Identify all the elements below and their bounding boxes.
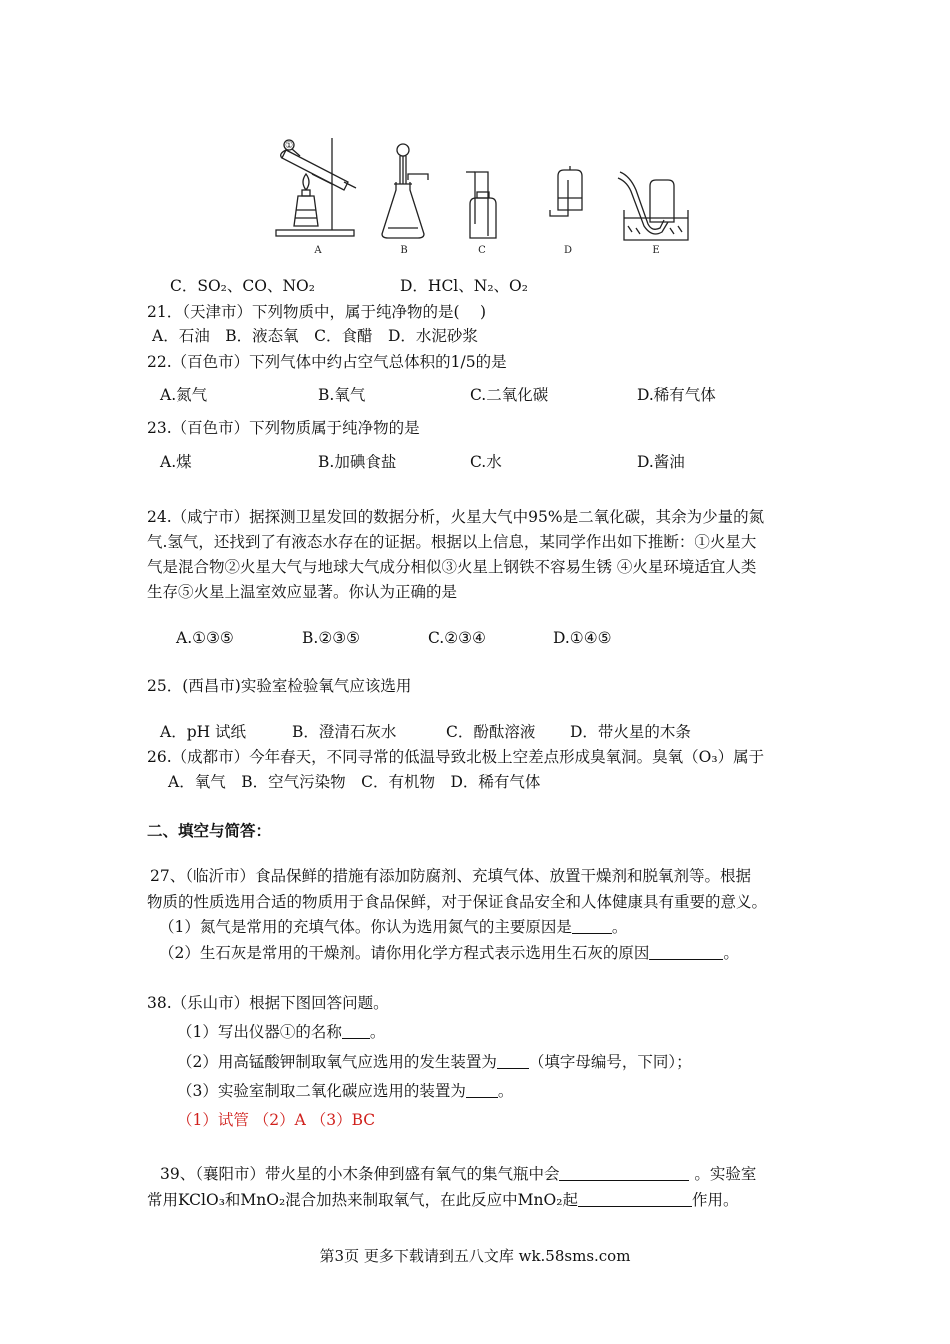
q27-line-1: 27、（临沂市）食品保鲜的措施有添加防腐剂、充填气体、放置干燥剂和脱氧剂等。根据 (150, 867, 751, 885)
q38-sub-1-end: 。 (369, 1023, 386, 1041)
apparatus-d (550, 166, 582, 216)
q38-sub-2 (177, 1052, 692, 1072)
q39-line-1-end: 。实验室 (689, 1165, 757, 1183)
q25-option-b: B．澄清石灰水 (292, 723, 397, 741)
q25-option-d: D．带火星的木条 (570, 723, 691, 741)
section-2-title: 二、填空与简答： (147, 821, 272, 840)
q24-option-a: A.①③⑤ (176, 629, 234, 647)
q27-sub-2-blank[interactable] (649, 945, 723, 960)
q24-line-3: 气是混合物②火星大气与地球大气成分相似③火星上钢铁不容易生锈 ④火星环境适宜人类 (147, 558, 757, 576)
q38-sub-3 (177, 1081, 513, 1101)
q39-line-2-end: 作用。 (691, 1191, 739, 1209)
q24-option-c: C.②③④ (428, 629, 486, 647)
q39-line-1 (160, 1164, 756, 1184)
q38-sub-3-text: （3）实验室制取二氧化碳应选用的装置为 (177, 1082, 466, 1100)
q24-line-4: 生存⑤火星上温室效应显著。你认为正确的是 (147, 583, 458, 601)
q39-line-1-text: 39、（襄阳市）带火星的小木条伸到盛有氧气的集气瓶中会 (160, 1165, 560, 1183)
q22-option-c: C.二氧化碳 (470, 386, 549, 404)
q24-option-d: D.①④⑤ (553, 629, 612, 647)
figure-label-d: D (563, 245, 573, 256)
q22-option-d: D.稀有气体 (637, 386, 716, 404)
q21-stem: 21．（天津市）下列物质中，属于纯净物的是( ) (147, 303, 486, 321)
apparatus-a (276, 138, 356, 236)
q23-option-c: C.水 (470, 453, 502, 471)
figure-label-b: B (400, 245, 408, 256)
q38-sub-1-blank[interactable] (342, 1024, 370, 1039)
q27-sub-1-text: （1）氮气是常用的充填气体。你认为选用氮气的主要原因是 (159, 918, 572, 936)
q38-stem: 38.（乐山市）根据下图回答问题。 (147, 994, 389, 1012)
q26-stem: 26.（成都市）今年春天，不同寻常的低温导致北极上空差点形成臭氧洞。臭氧（O₃）属于 (147, 748, 765, 766)
q23-option-a: A.煤 (160, 453, 192, 471)
figure-label-e: E (652, 245, 660, 256)
q27-sub-1 (159, 917, 627, 937)
q21-options: A．石油 B．液态氧 C．食醋 D．水泥砂浆 (152, 327, 478, 345)
q20-option-c: C．SO₂、CO、NO₂ (170, 277, 315, 295)
q25-stem: 25．(西昌市)实验室检验氧气应该选用 (147, 677, 412, 695)
q27-sub-2-text: （2）生石灰是常用的干燥剂。请你用化学方程式表示选用生石灰的原因 (159, 944, 650, 962)
q38-sub-1 (177, 1022, 385, 1042)
q27-sub-1-end: 。 (611, 918, 628, 936)
q27-sub-2-end: 。 (723, 944, 739, 962)
figure-label-num: ① (285, 141, 294, 151)
apparatus-c (466, 172, 496, 238)
q24-line-1: 24.（咸宁市）据探测卫星发回的数据分析，火星大气中95%是二氧化碳，其余为少量的氮 (147, 508, 765, 526)
q38-answer: （1）试管 （2）A （3）BC (177, 1111, 376, 1129)
apparatus-figure (270, 136, 690, 260)
q24-option-b: B.②③⑤ (302, 629, 361, 647)
q23-option-b: B.加碘食盐 (318, 453, 397, 471)
figure-label-c: C (478, 245, 486, 256)
q24-line-2: 气.氢气，还找到了有液态水存在的证据。根据以上信息，某同学作出如下推断：①火星大 (147, 533, 757, 551)
q38-sub-2-text: （2）用高锰酸钾制取氧气应选用的发生装置为 (177, 1053, 497, 1071)
q39-line-2-text: 常用KClO₃和MnO₂混合加热来制取氧气，在此反应中MnO₂起 (147, 1191, 578, 1209)
q38-sub-3-blank[interactable] (466, 1083, 498, 1098)
q39-line-2 (147, 1190, 738, 1210)
q27-sub-2 (159, 943, 739, 963)
q38-sub-2-end: （填字母编号，下同）； (528, 1053, 692, 1071)
q27-line-2: 物质的性质选用合适的物质用于食品保鲜，对于保证食品安全和人体健康具有重要的意义。 (147, 893, 768, 911)
q22-option-b: B.氧气 (318, 386, 366, 404)
page-footer: 第3页 更多下载请到五八文库 wk.58sms.com (319, 1247, 631, 1265)
q23-option-d: D.酱油 (637, 453, 685, 471)
q22-option-a: A.氮气 (160, 386, 208, 404)
apparatus-e (618, 172, 688, 240)
q27-sub-1-blank[interactable] (572, 919, 612, 934)
q38-sub-3-end: 。 (497, 1082, 514, 1100)
q38-sub-2-blank[interactable] (497, 1054, 529, 1069)
q25-option-a: A．pH 试纸 (160, 723, 247, 741)
figure-label-a: A (314, 245, 322, 256)
apparatus-b (382, 144, 428, 238)
q20-option-d: D．HCl、N₂、O₂ (400, 277, 528, 295)
q26-options: A．氧气 B．空气污染物 C．有机物 D．稀有气体 (168, 773, 541, 791)
q39-blank-2[interactable] (578, 1192, 692, 1207)
q23-stem: 23.（百色市）下列物质属于纯净物的是 (147, 419, 420, 437)
q38-sub-1-text: （1）写出仪器①的名称 (177, 1023, 342, 1041)
q25-option-c: C．酚酞溶液 (446, 723, 536, 741)
q22-stem: 22.（百色市）下列气体中约占空气总体积的1/5的是 (147, 353, 507, 371)
q39-blank-1[interactable] (559, 1166, 689, 1181)
